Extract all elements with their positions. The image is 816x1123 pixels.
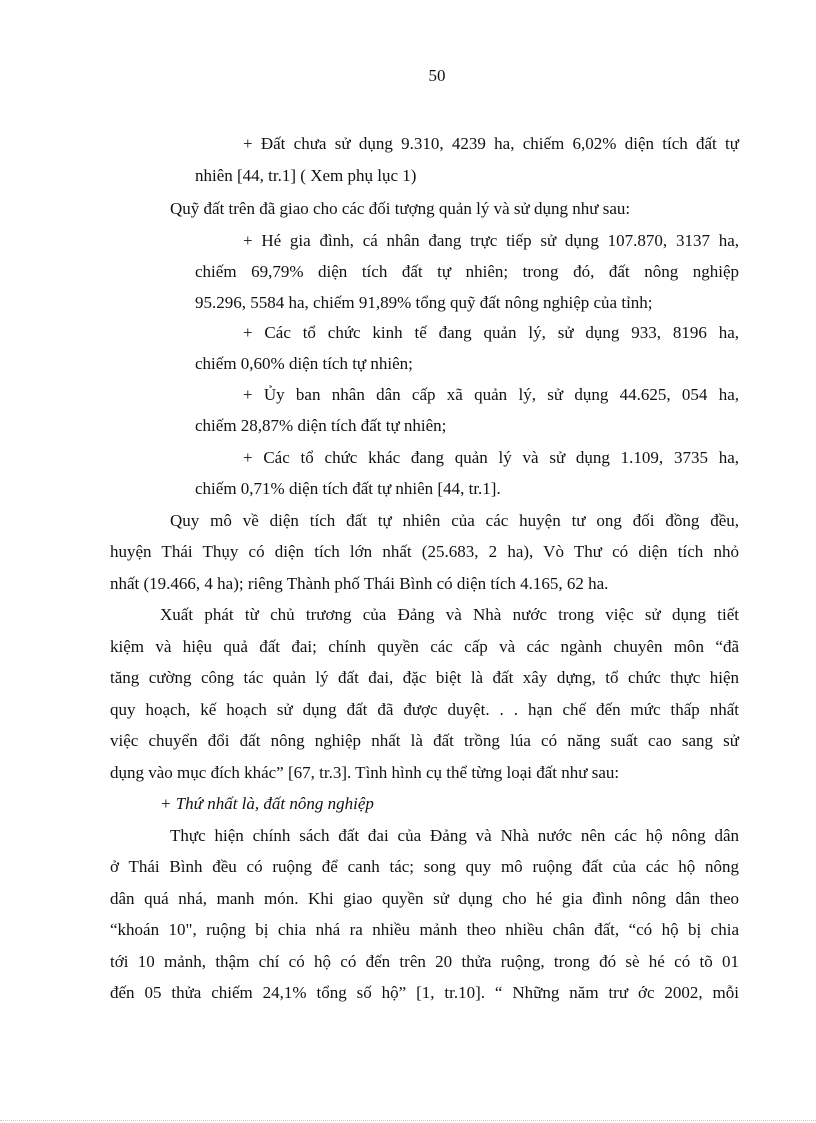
text-line: kiệm và hiệu quả đất đai; chính quyền các cấp và các ngành chuyên môn “đã [110,637,739,656]
text-line: nhiên [44, tr.1] ( Xem phụ lục 1) [195,166,417,185]
text-line: chiếm 0,60% diện tích tự nhiên; [195,354,413,373]
text-line: Xuất phát từ chủ trương của Đảng và Nhà nước trong việc sử dụng tiết [160,605,739,624]
text-line: Quỹ đất trên đã giao cho các đối tượng quản lý và sử dụng như sau: [170,199,631,218]
text-line: quy hoạch, kế hoạch sử dụng đất đã được duyệt. . . hạn chế đến mức thấp nhất [110,700,739,719]
text-line: ở Thái Bình đều có ruộng để canh tác; song quy mô ruộng đất của các hộ nông [110,857,739,876]
text-line: việc chuyển đổi đất nông nghiệp nhất là đất trồng lúa có năng suất cao sang sử [110,731,739,750]
text-line: 95.296, 5584 ha, chiếm 91,89% tổng quỹ đất nông nghiệp của tỉnh; [195,293,653,312]
text-line: + Hé gia đình, cá nhân đang trực tiếp sử dụng 107.870, 3137 ha, [243,231,739,250]
text-line: nhất (19.466, 4 ha); riêng Thành phố Thái Bình có diện tích 4.165, 62 ha. [110,574,609,593]
text-line: + Các tổ chức kinh tế đang quản lý, sử dụng 933, 8196 ha, [243,323,739,342]
text-line: + Ủy ban nhân dân cấp xã quản lý, sử dụng 44.625, 054 ha, [243,385,739,404]
text-line: tăng cường công tác quản lý đất đai, đặc biệt là đất xây dựng, tổ chức thực hiện [110,668,739,687]
text-line: + Các tổ chức khác đang quản lý và sử dụng 1.109, 3735 ha, [243,448,739,467]
text-line: huyện Thái Thụy có diện tích lớn nhất (25.683, 2 ha), Vò Thư có diện tích nhỏ [110,542,739,561]
text-line: + Đất chưa sử dụng 9.310, 4239 ha, chiếm 6,02% diện tích đất tự [243,134,739,153]
text-line: dân quá nhá, manh món. Khi giao quyền sử dụng cho hé gia đình nông dân theo [110,889,739,908]
text-line: tới 10 mảnh, thậm chí có hộ có đến trên 20 thửa ruộng, trong đó sè hé có tõ 01 [110,952,739,971]
text-line: Quy mô về diện tích đất tự nhiên của các huyện tư ong đối đồng đều, [170,511,739,530]
text-line: chiếm 0,71% diện tích đất tự nhiên [44, tr.1]. [195,479,501,498]
text-line: “khoán 10", ruộng bị chia nhá ra nhiều mảnh theo nhiều chân đất, “có hộ bị chia [110,920,739,939]
text-line: dụng vào mục đích khác” [67, tr.3]. Tình hình cụ thể từng loại đất như sau: [110,763,620,782]
text-line: chiếm 28,87% diện tích đất tự nhiên; [195,416,447,435]
section-heading: + Thứ nhất là, đất nông nghiệp [160,794,374,813]
page-bottom-rule [0,1120,816,1121]
page-number: 50 [428,66,446,85]
text-line: chiếm 69,79% diện tích đất tự nhiên; trong đó, đất nông nghiệp [195,262,739,281]
text-line: đến 05 thửa chiếm 24,1% tổng số hộ” [1, tr.10]. “ Những năm trư ớc 2002, mỗi [110,983,739,1002]
text-line: Thực hiện chính sách đất đai của Đảng và Nhà nước nên các hộ nông dân [170,826,739,845]
